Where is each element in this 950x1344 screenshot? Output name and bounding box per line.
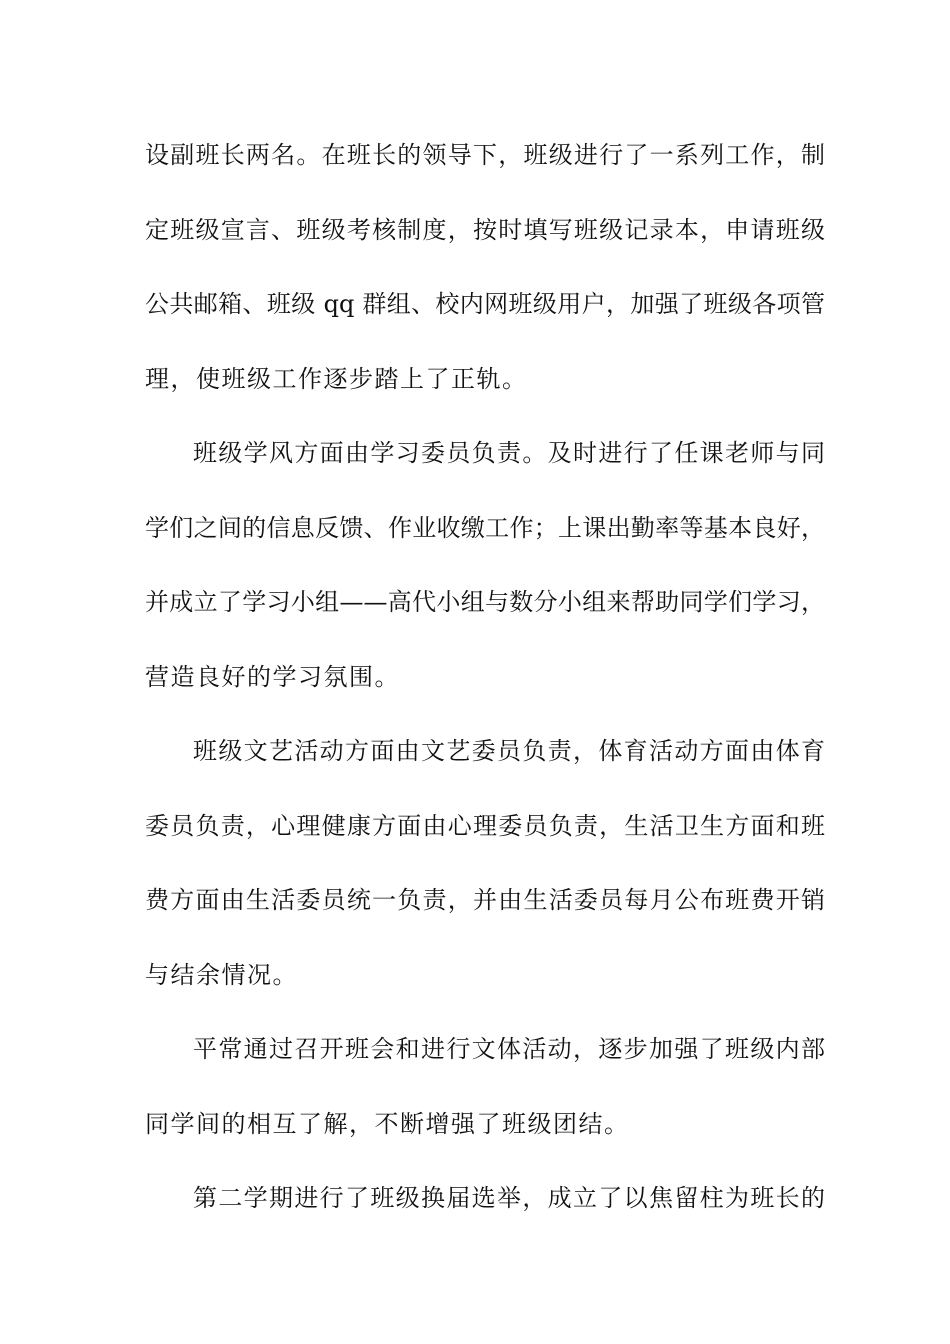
- text-line: 费方面由生活委员统一负责，并由生活委员每月公布班费开销: [145, 886, 825, 914]
- text-line: 班级文艺活动方面由文艺委员负责，体育活动方面由体育: [193, 737, 825, 765]
- text-line: 同学间的相互了解，不断增强了班级团结。: [145, 1109, 630, 1138]
- text-line: 委员负责，心理健康方面由心理委员负责，生活卫生方面和班: [145, 811, 825, 840]
- text-line: 定班级宣言、班级考核制度，按时填写班级记录本，申请班级: [145, 215, 825, 244]
- text-line: 平常通过召开班会和进行文体活动，逐步加强了班级内部: [193, 1035, 825, 1063]
- text-line: 并成立了学习小组——高代小组与数分小组来帮助同学们学习，: [145, 588, 825, 616]
- body-text: [145, 118, 825, 1236]
- text-line: 公共邮箱、班级 qq 群组、校内网班级用户，加强了班级各项管: [145, 290, 825, 318]
- text-line: 理，使班级工作逐步踏上了正轨。: [145, 364, 528, 393]
- text-line: 班级学风方面由学习委员负责。及时进行了任课老师与同: [193, 439, 825, 467]
- text-line: 设副班长两名。在班长的领导下，班级进行了一系列工作，制: [145, 141, 825, 169]
- text-line: 与结余情况。: [145, 960, 298, 989]
- text-line: 第二学期进行了班级换届选举，成立了以焦留柱为班长的: [193, 1184, 825, 1212]
- text-line: 学们之间的信息反馈、作业收缴工作；上课出勤率等基本良好，: [145, 513, 825, 542]
- text-line: 营造良好的学习氛围。: [145, 662, 400, 691]
